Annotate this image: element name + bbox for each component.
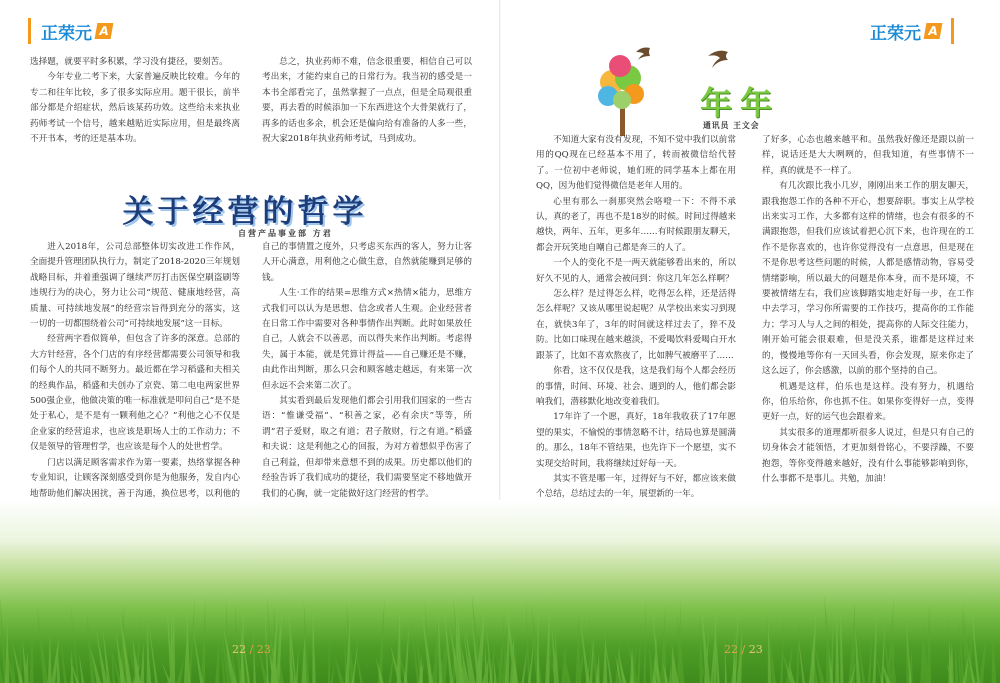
logo-text: 正荣元 [41, 23, 92, 44]
grass-blade [780, 614, 784, 683]
paragraph: 不知道大家有没有发现，不知不觉中我们以前常用的QQ现在已经基本不用了，转而被微信给代替了。一位初中老师说，她们班的同学基本上都在用QQ，因为他们觉得微信是老年人用的。 [536, 135, 736, 192]
page-number-current: 22 [724, 643, 738, 656]
paragraph: 其实看到最后发现他们都会引用我们国家的一些古语：“惟谦受福”、“积善之家，必有余庆”等等，所谓“君子爱财，取之有道；君子散财，行之有道。”稻盛和夫说：这是利他之心的回报，为对方着想似乎伤害了自己利益，但却带来意想不到的成果。历史都以他们的经验告诉了我们成功的捷径，我们需要坚定不移地做开我们的心胸，就一定能做好这门经营的哲学。 [262, 396, 472, 499]
grass-blade [192, 626, 203, 683]
paragraph: 你看，这不仅仅是我，这是我们每个人都会经历的事情，时间、环境、社会、遇到的人，他们都会影响我们，潜移默化地改变着我们。 [536, 366, 736, 407]
grass-field [0, 560, 1000, 683]
grass-blade [176, 659, 184, 683]
swallow-icon [708, 51, 728, 68]
grass-blade [87, 611, 96, 683]
paragraph: 一个人的变化不是一两天就能够看出来的，所以好久不见的人，通常会被问到：你这几年怎么样啊？ [536, 258, 736, 284]
page-number-left [232, 643, 271, 656]
paragraph: 总之，执业药师不难，信念很重要，相信自己可以考出来，才能约束自己的日常行为。我当初的感受是一本书全部看完了，虽然掌握了一点点，但是全局观很重要，再去看的时候添加一下东西进这个大骨架就行了，再多的话也多余，机会还是偏向给有准备的人多一些，祝大家2018年执业药师考试，马到成功。 [262, 57, 472, 145]
grass-blade [355, 645, 363, 683]
grass-blade [57, 645, 60, 683]
paragraph: 17年许了一个愿，真好，18年我收获了17年愿望的果实，不愉悦的事情忽略不计，结局也算是圆满的。那么，18年不管结果，也先许下一个愿望，实不实现交给时间，我将继续过好每一天。 [536, 412, 736, 469]
grass-blade [766, 611, 776, 683]
paragraph: 自己的事情置之度外，只考虑买东西的客人，努力让客人开心满意，用利他之心做生意，自然就能赚到足够的钱。 [262, 242, 472, 283]
grass-blade [537, 604, 540, 683]
page-number-separator: / [738, 643, 749, 656]
paragraph: 了好多，心态也越来越平和。虽然我好像还是跟以前一样，说话还是大大咧咧的，但我知道，有些事情不一样，真的就是不一样了。 [762, 135, 974, 176]
page-number-right [724, 643, 763, 656]
grass-blade [215, 635, 219, 683]
grass-blade [5, 623, 9, 683]
grass-blade [835, 611, 839, 683]
grass-blade [526, 597, 531, 683]
grass-blade [831, 621, 833, 683]
grass-blade [992, 633, 997, 683]
grass-blade [521, 647, 527, 683]
article-byline: 通讯员 王文会 [703, 121, 760, 130]
grass-blade [37, 608, 48, 683]
paragraph: 怎么样？是过得怎么样，吃得怎么样，还是活得怎么样呢？又该从哪里说起呢？从学校出来实习到现在，就快3年了，3年的时间就这样过去了，猝不及防。比如口味现在越来越淡，不爱喝饮料爱喝白开水跟茶了，比如不喜欢熬夜了，比如脾气被磨平了…… [536, 289, 736, 361]
paragraph: 经营两字看似简单，但包含了许多的深意。总部的大方针经营，各个门店的有序经营都需要公司领导和我们每个人的共同不断努力。最近都在学习稻盛和夫相关的经典作品，稻盛和夫创办了京瓷、第二电电两家世界500强企业，他做决策的唯一标准就是叩问自己“是不是处于私心，是不是有一颗利他之心？”利他之心不仅是企业家的经营追求，也应该是职场人士的工作动力；不仅是领导的管理哲学，也应该是每个人的处世哲学。 [30, 334, 240, 453]
grass-blade [187, 603, 191, 683]
grass-blade [264, 596, 268, 683]
grass-blade [867, 634, 872, 683]
grass-blade [603, 635, 607, 683]
article-title: 年年 [700, 84, 781, 122]
grass-blade [388, 646, 395, 683]
swallow-icon [636, 48, 650, 61]
left-top-column-2 [262, 55, 472, 147]
grass-blade [48, 634, 52, 683]
grass-blade [253, 630, 255, 683]
grass-blade [328, 627, 330, 683]
grass-blade [331, 661, 335, 683]
right-column-2 [762, 133, 974, 487]
grass-blade [981, 631, 987, 683]
left-top-column-1 [30, 55, 240, 147]
paragraph: 有几次跟比我小几岁，刚刚出来工作的朋友聊天，跟我抱怨工作的各种不开心，想要辞职。事实上从学校出来实习工作，大多都有这样的情绪，也会有很多的不满跟抱怨，但我们应该试着把心沉下来，也许现在的工作不是你喜欢的，也许你觉得没有一点意思，但是现在不是你思考这些问题的时候，人都是感情动物，容易受情绪影响，所以最大的问题是你本身，而不是环境，不要被情绪左右，我们应该脚踏实地走好每一步，在工作中去学习，学习你所需要的工作技巧，提高你的工作能力；学习人与人之间的相处，提高你的人际交往能力，刚开始可能会很艰难，但是没关系，谁都是这样过来的，慢慢地等你有一天回头看，你会发现，原来你走了这么远了，你会感激，以前的那个坚持的自己。 [762, 181, 974, 377]
grass-blade [872, 605, 877, 683]
grass-blade [701, 605, 710, 683]
grass-blade [840, 596, 843, 683]
grass-blade [140, 642, 144, 683]
paragraph: 机遇是这样，伯乐也是这样。没有努力，机遇给你，伯乐给你，你也抓不住。如果你变得好一点，变得更好一点，好的运气也会跟着来。 [762, 381, 974, 423]
grass-blade [296, 649, 299, 683]
grass-blade [201, 597, 205, 683]
paragraph: 心里有那么一刹那突然会咯噔一下：不得不承认，真的老了，再也不是18岁的时候。时间过得越来越快，两年、五年，更多年……有时候跟朋友聊天，都会开玩笑地自嘲自己都是奔三的人了。 [536, 196, 736, 253]
page-number-total: 23 [748, 643, 763, 656]
page-number-separator: / [246, 643, 257, 656]
grass-blade [61, 638, 67, 683]
logo-mark-icon: A [95, 23, 114, 39]
grass-blade [79, 653, 84, 683]
orange-bar [28, 18, 31, 44]
brand-logo [870, 18, 954, 44]
grass-blade [881, 620, 885, 683]
grass-blade [312, 606, 315, 683]
paragraph: 其实不管是哪一年，过得好与不好，都应该来做个总结，总结过去的一年，展望新的一年。 [536, 473, 736, 500]
grass-blade [955, 640, 958, 683]
grass-blade [494, 659, 497, 683]
brand-logo [28, 18, 112, 44]
grass-blade [335, 656, 344, 683]
article-byline: 自营产品事业部 方君 [238, 228, 333, 238]
tree-icon [598, 55, 644, 136]
left-body-column-2 [262, 240, 472, 502]
paragraph: 其实很多的道理都听很多人说过，但是只有自己的切身体会才能领悟，才更加刻骨铭心，不要浮躁，不要抱怨，等你变得越来越好，没有什么事能够影响到你，什么事都不是事儿。共勉，加油！ [762, 427, 974, 484]
grass-blade [669, 663, 672, 683]
paragraph: 进入2018年，公司总部整体切实改进工作作风，全面提升管理团队执行力，制定了2018-2020三年规划战略目标，并着重强调了继续严厉打击医保空刷盗刷等违规行为的决心，努力让公司“规范、健康地经营，高质量、可持续地发展”的经营宗旨得到充分的落实，这一切的一切都围绕着公司“可持续地发展”这一目标。 [30, 242, 240, 330]
logo-mark-icon: A [924, 23, 943, 39]
grass-blade [528, 633, 534, 683]
grass-blade [637, 617, 642, 683]
orange-bar [951, 18, 954, 44]
right-column-1 [536, 133, 736, 518]
article-headline: 关于经营的哲学 [122, 194, 368, 230]
paragraph: 今年专业二考下来，大家普遍反映比较难。今年的专二和往年比较，多了很多实际应用。题干很长，前半部分都是介绍症状，然后该某药功效。这些给未来执业药师考试一个信号，越来越贴近实际应用，但是最终离不开书本，考的还是基本功。 [30, 72, 240, 145]
grass-blade [643, 597, 645, 683]
paragraph: 选择题，就要平时多积累，学习没有捷径，要刻苦。 [30, 57, 228, 67]
paragraph: 门店以满足顾客需求作为第一要素，热络掌握各种专业知识，让顾客深刻感受到你是为他服务，发自内心地帮助他们解决困扰，善于沟通，换位思考，以利他的 [30, 457, 240, 499]
left-body-column-1 [30, 240, 240, 517]
grass-blade [29, 624, 33, 683]
grass-blade [422, 614, 433, 683]
page-number-total: 23 [256, 643, 271, 656]
paragraph: 人生·工作的结果=思维方式×热情×能力，思维方式我们可以认为是思想、信念或者人生观。企业经营者在日常工作中需要对各种事情作出判断。此时如果放任自己，人就会不以善恶，而以得失来作出判断。考虑得失，属于本能，就是凭算计得益——自己赚还是不赚，由此作出判断，那么只会和顾客越走越远，有来第一次但永远不会来第二次了。 [262, 288, 472, 391]
grass-blade [796, 615, 800, 683]
grass-blade [404, 625, 409, 683]
page-number-current: 22 [232, 643, 246, 656]
logo-text: 正荣元 [870, 23, 921, 44]
